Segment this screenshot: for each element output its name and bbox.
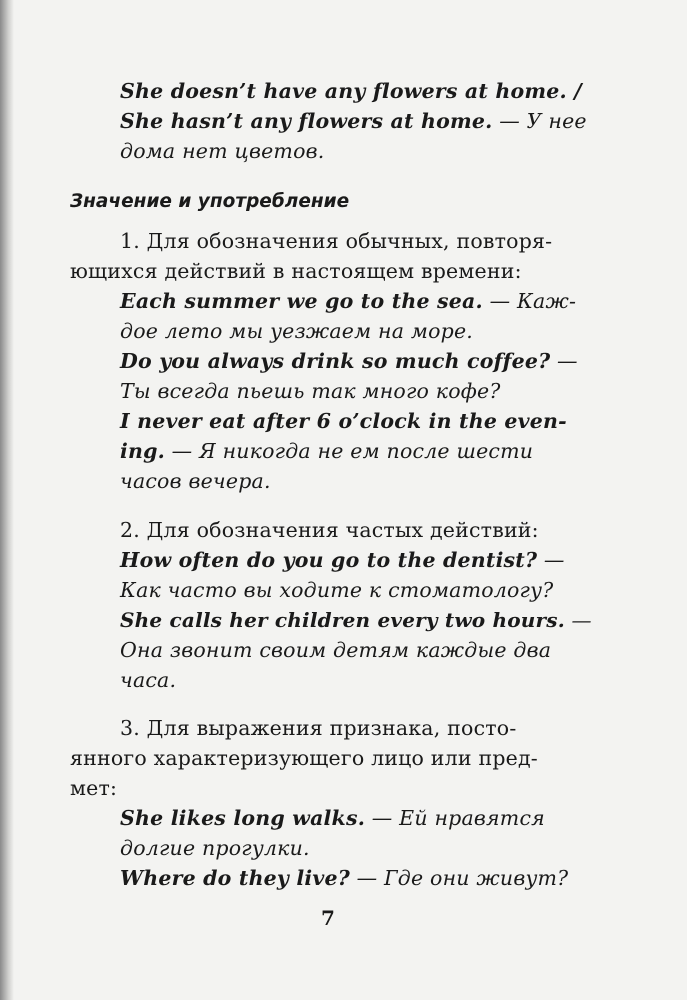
rule-1-line-1: 1. Для обозначения обычных, повторя- [120, 229, 553, 253]
example-ru: — Каж- [482, 289, 577, 313]
rule-1-line-2: ющихся действий в настоящем времени: [70, 259, 522, 283]
example-en: Do you always drink so much coffee? [120, 349, 551, 373]
rule-3-line-3: мет: [70, 776, 118, 800]
example-2-2-line-2: Она звонит своим детям каждые два [120, 638, 552, 662]
rule-3-line-1: 3. Для выражения признака, посто- [120, 716, 517, 740]
example-1-3-line-1: I never eat after 6 o’clock in the even- [120, 409, 567, 433]
example-2-2-line-1 [120, 605, 592, 635]
example-2-1-line-2: Как часто вы ходите к стоматологу? [120, 578, 554, 602]
example-ru: — Я никогда не ем после шести [164, 439, 534, 463]
example-2-2-line-3: часа. [120, 668, 177, 692]
example-ru: — Где они живут? [349, 866, 569, 890]
intro-en-sentence-1: She doesn’t have any flowers at home. / [120, 79, 582, 103]
example-ru: — Ей нравятся [365, 806, 545, 830]
intro-line-3 [120, 136, 324, 166]
example-3-1-line-1 [120, 803, 545, 833]
example-3-1-line-2: долгие прогулки. [120, 836, 310, 860]
intro-line-1 [120, 76, 582, 106]
example-en: She calls her children every two hours. [120, 608, 565, 632]
example-3-2-line-1 [120, 863, 568, 893]
example-1-3-line-2 [120, 436, 533, 466]
section-heading: Значение и употребление [70, 191, 350, 212]
example-1-1-line-2: дое лето мы уезжаем на море. [120, 319, 473, 343]
page-number: 7 [321, 906, 335, 930]
intro-en-sentence-2: She hasn’t any flowers at home. [120, 109, 493, 133]
example-dash: — [564, 608, 592, 632]
example-en: ing. [120, 439, 165, 463]
example-dash: — [550, 349, 578, 373]
example-en: Where do they live? [120, 866, 350, 890]
example-1-3-line-3: часов вечера. [120, 469, 271, 493]
example-dash: — [537, 548, 565, 572]
example-en: Each summer we go to the sea. [120, 289, 483, 313]
intro-line-2 [120, 106, 587, 136]
example-2-1-line-1 [120, 545, 565, 575]
rule-2: 2. Для обозначения частых действий: [120, 518, 539, 542]
example-1-2-line-1 [120, 346, 578, 376]
example-1-2-line-2: Ты всегда пьешь так много кофе? [120, 379, 501, 403]
example-en: She likes long walks. [120, 806, 366, 830]
example-en: How often do you go to the dentist? [120, 548, 538, 572]
rule-3-line-2: янного характеризующего лицо или пред- [70, 746, 538, 770]
intro-ru-translation-cont: дома нет цветов. [120, 139, 325, 163]
example-1-1-line-1 [120, 286, 576, 316]
intro-ru-translation: — У нее [492, 109, 587, 133]
